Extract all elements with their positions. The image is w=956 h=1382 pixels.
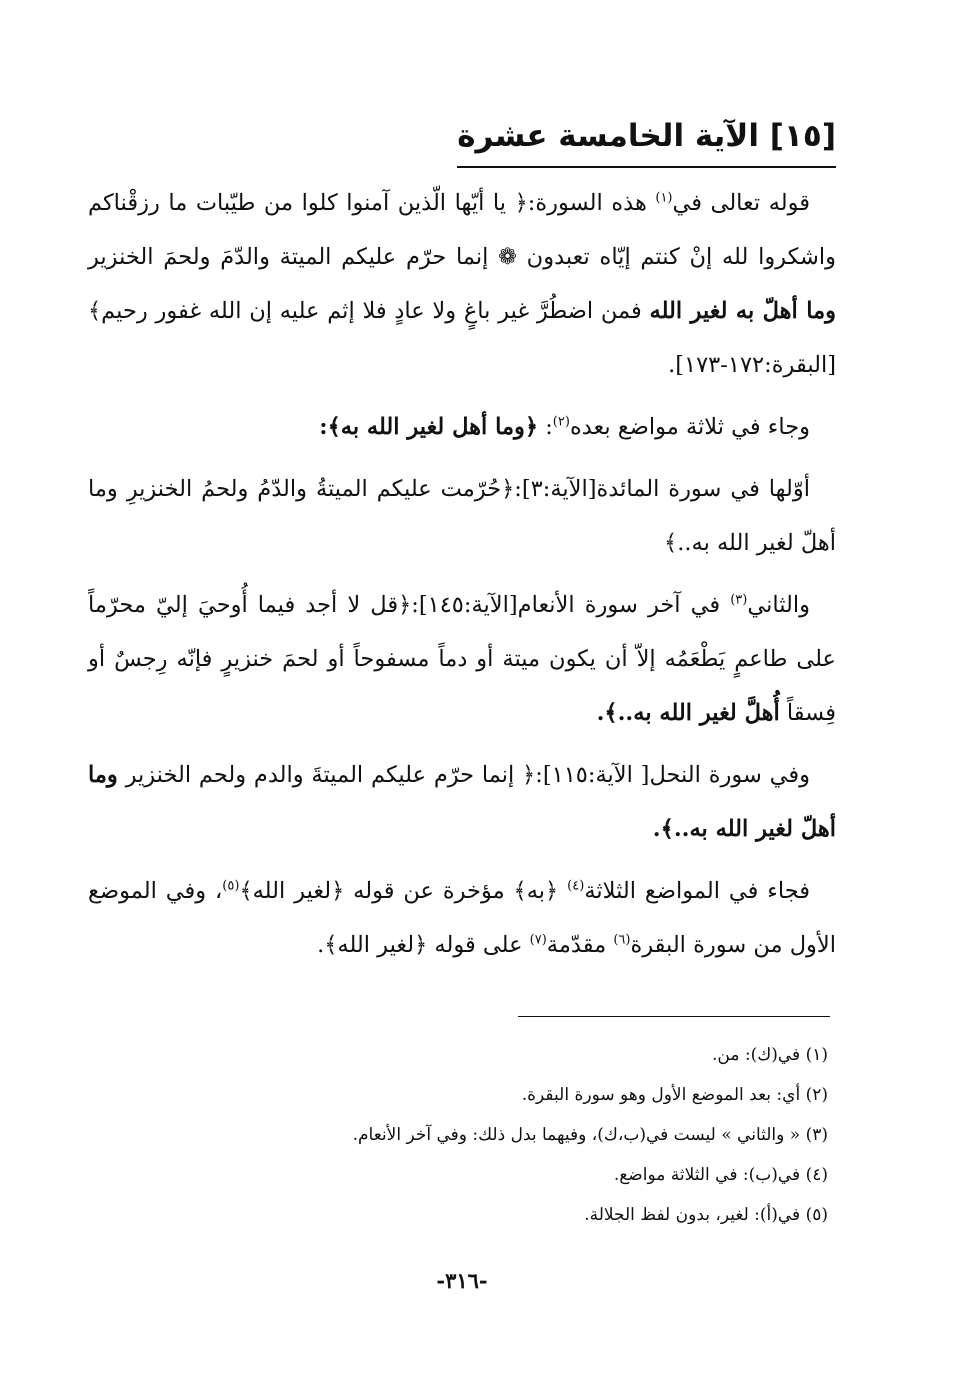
text-segment: مقدّمة bbox=[546, 932, 614, 958]
bold-text-segment: وما أهلّ لغير الله به..﴾. bbox=[88, 762, 836, 842]
body-text bbox=[88, 176, 836, 972]
footnote-ref: (٦) bbox=[613, 932, 631, 948]
section-heading-text: [١٥] الآية الخامسة عشرة bbox=[457, 108, 836, 168]
footnote-divider bbox=[518, 1016, 830, 1017]
footnote-ref: (٧) bbox=[529, 932, 547, 948]
text-segment: في آخر سورة الأنعام[الآية:١٤٥]:﴿قل لا أجد فيما أُوحيَ إليّ محرّماً على طاعمٍ يَطْعَمُه إلاّ أن يكون ميتة أو دماً مسفوحاً أو لحمَ خنزيرٍ فإنّه رِجسٌ أو فِسقاً bbox=[88, 592, 836, 726]
text-segment: هذه السورة:﴿ يا أيّها الّذين آمنوا كلوا من طيّبات ما رزقْناكم واشكروا لله إنْ كنتم إيّاه تعبدون ❁ إنما حرّم عليكم الميتة والدّمَ ولحمَ الخنزير bbox=[88, 190, 836, 270]
text-segment: قوله تعالى في bbox=[672, 190, 810, 216]
paragraph bbox=[88, 578, 836, 740]
bold-text-segment: أُهلَّ لغير الله به..﴾. bbox=[596, 700, 780, 726]
paragraph bbox=[88, 176, 836, 392]
footnote-ref: (١) bbox=[655, 190, 673, 206]
page-number: -٣١٦- bbox=[436, 1268, 488, 1293]
bold-text-segment: وما أهلّ به لغير الله bbox=[649, 298, 836, 324]
section-heading bbox=[88, 108, 836, 168]
footnote: (١) في(ك): من. bbox=[712, 1045, 828, 1065]
text-segment: على قوله ﴿لغير الله﴾. bbox=[317, 932, 530, 958]
book-page bbox=[88, 100, 836, 1330]
footnote-ref: (٥) bbox=[222, 878, 240, 894]
footnote-ref: (٤) bbox=[567, 878, 585, 894]
footnote: (٢) أي: بعد الموضع الأول وهو سورة البقرة. bbox=[521, 1085, 828, 1105]
text-segment: وفي سورة النحل[ الآية:١١٥]:﴿ إنما حرّم عليكم الميتةَ والدم ولحم الخنزير bbox=[117, 762, 810, 788]
text-segment: فمن اضطُرَّ غير باغٍ ولا عادٍ فلا إثم عليه إن الله غفور رحيم﴾[البقرة:١٧٢-١٧٣]. bbox=[88, 298, 836, 378]
footnote-ref: (٢) bbox=[552, 414, 570, 430]
footnote-ref: (٣) bbox=[730, 592, 748, 608]
text-segment: ، وفي الموضع الأول من سورة البقرة bbox=[88, 878, 836, 958]
text-segment: أوّلها في سورة المائدة[الآية:٣]:﴿حُرّمت عليكم الميتةُ والدّمُ ولحمُ الخنزيرِ وما أهلّ لغير الله به..﴾ bbox=[88, 476, 836, 556]
footnote: (٤) في(ب): في الثلاثة مواضع. bbox=[613, 1165, 828, 1185]
text-segment: والثاني bbox=[747, 592, 810, 618]
text-segment: : bbox=[538, 414, 553, 440]
text-segment: ﴿به﴾ مؤخرة عن قوله ﴿لغير الله﴾ bbox=[239, 878, 568, 904]
text-segment: وجاء في ثلاثة مواضع بعده bbox=[569, 414, 810, 440]
paragraph bbox=[88, 864, 836, 972]
paragraph bbox=[88, 462, 836, 570]
paragraph bbox=[88, 748, 836, 856]
footnotes-list bbox=[88, 1035, 836, 1235]
footnote: (٣) « والثاني » ليست في(ب،ك)، وفيهما بدل ذلك: وفي آخر الأنعام. bbox=[352, 1125, 828, 1145]
paragraph bbox=[88, 400, 836, 454]
footnote: (٥) في(أ): لغير، بدون لفظ الجلالة. bbox=[584, 1205, 828, 1225]
text-segment: فجاء في المواضع الثلاثة bbox=[584, 878, 810, 904]
bold-text-segment: ﴿وما أهل لغير الله به﴾: bbox=[319, 414, 539, 440]
